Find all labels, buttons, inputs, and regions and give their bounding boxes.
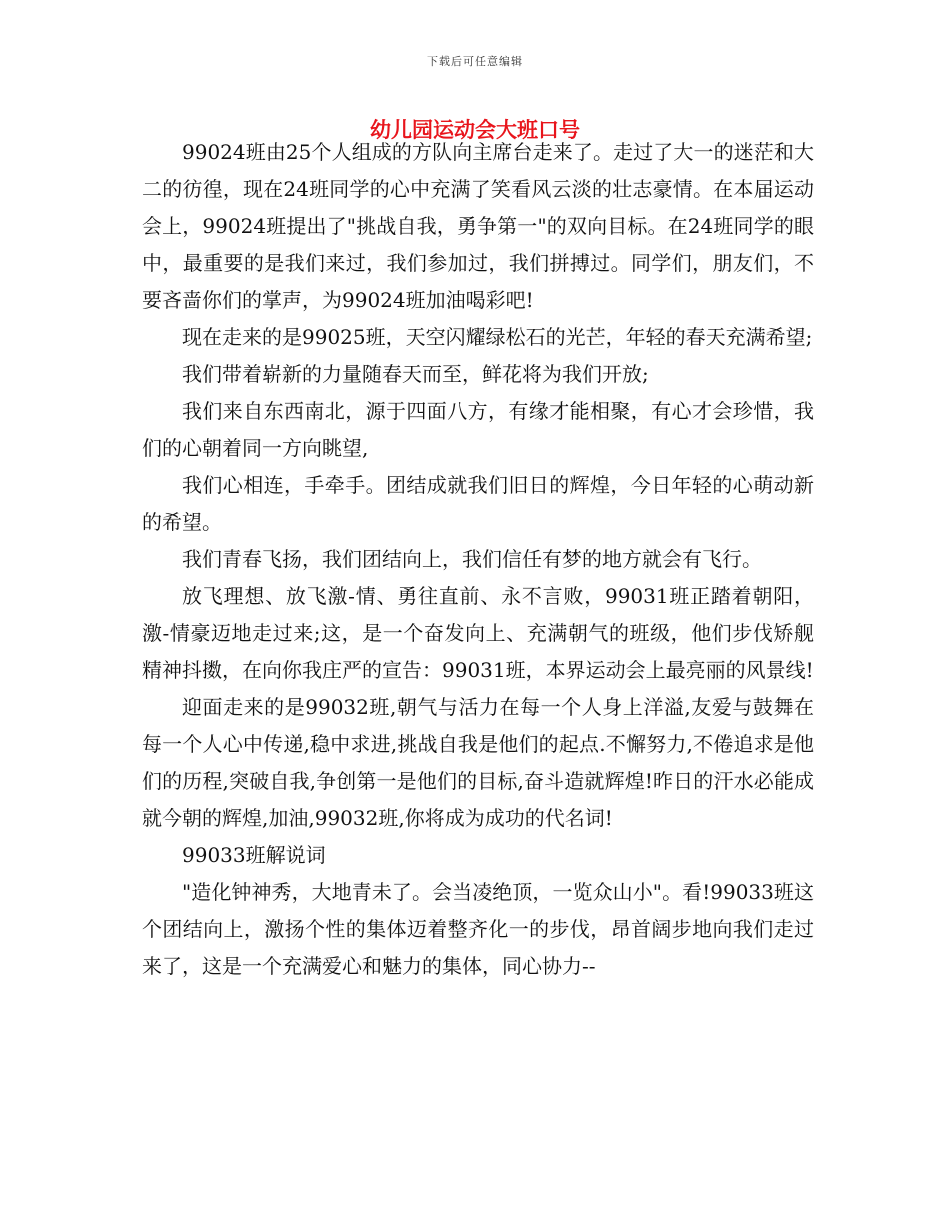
- document-body: [142, 134, 814, 985]
- paragraph: 现在走来的是99025班，天空闪耀绿松石的光芒，年轻的春天充满希望;: [182, 325, 813, 349]
- paragraph: 99024班由25个人组成的方队向主席台走来了。走过了大一的迷茫和大二的彷徨，现在24班同学的心中充满了笑看风云淡的壮志豪情。在本届运动会上，99024班提出了"挑战自我，勇争第一"的双向目标。在24班同学的眼中，最重要的是我们来过，我们参加过，我们拼搏过。同学们，朋友们，不要吝啬你们的掌声，为99024班加油喝彩吧!: [142, 140, 814, 312]
- paragraph: 我们心相连，手牵手。团结成就我们旧日的辉煌，今日年轻的心萌动新的希望。: [142, 473, 814, 534]
- paragraph: "造化钟神秀，大地青未了。会当凌绝顶，一览众山小"。看!99033班这个团结向上，激扬个性的集体迈着整齐化一的步伐，昂首阔步地向我们走过来了，这是一个充满爱心和魅力的集体，同心协力--: [142, 880, 814, 978]
- paragraph: 我们青春飞扬，我们团结向上，我们信任有梦的地方就会有飞行。: [182, 547, 762, 571]
- paragraph: 我们来自东西南北，源于四面八方，有缘才能相聚，有心才会珍惜，我们的心朝着同一方向眺望,: [142, 399, 814, 460]
- header-note: 下载后可任意编辑: [427, 55, 523, 68]
- paragraph: 我们带着崭新的力量随春天而至，鲜花将为我们开放;: [182, 362, 649, 386]
- document-title: 幼儿园运动会大班口号: [370, 118, 580, 142]
- paragraph: 放飞理想、放飞激-情、勇往直前、永不言败，99031班正踏着朝阳，激-情豪迈地走过来;这，是一个奋发向上、充满朝气的班级，他们步伐矫舰精神抖擞，在向你我庄严的宣告：99031班，本界运动会上最亮丽的风景线!: [142, 584, 814, 682]
- paragraph: 迎面走来的是99032班,朝气与活力在每一个人身上洋溢,友爱与鼓舞在每一个人心中传递,稳中求进,挑战自我是他们的起点.不懈努力,不倦追求是他们的历程,突破自我,争创第一是他们的目标,奋斗造就辉煌!昨日的汗水必能成就今朝的辉煌,加油,99032班,你将成为成功的代名词!: [142, 695, 814, 830]
- paragraph: 99033班解说词: [182, 843, 326, 867]
